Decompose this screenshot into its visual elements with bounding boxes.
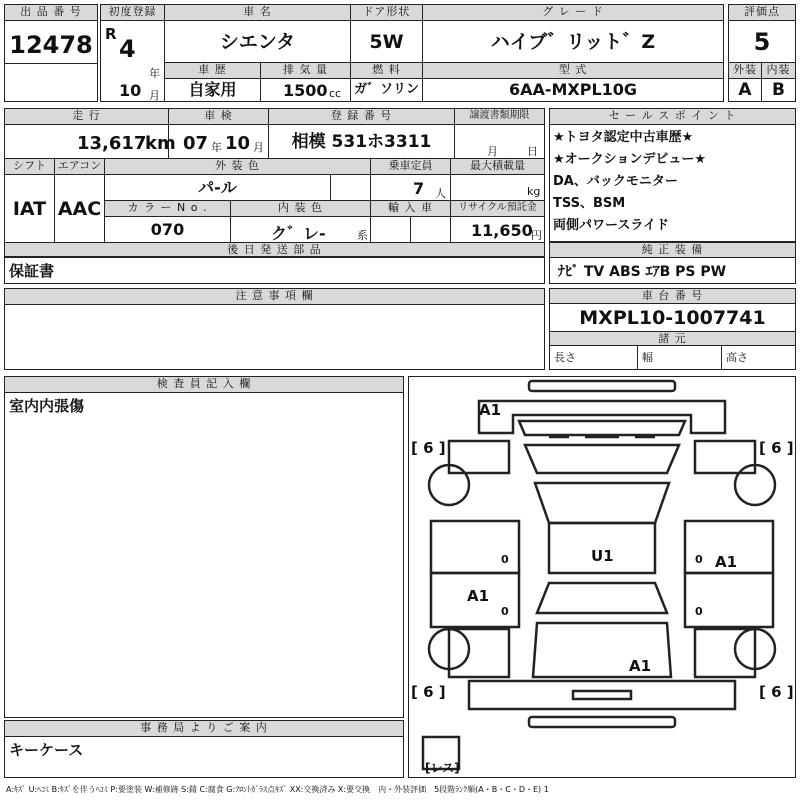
- inspector-box: [4, 376, 404, 718]
- capacity: 7: [413, 179, 425, 198]
- transfer-label: 譲渡書類期限: [455, 109, 544, 125]
- transfer-month-unit: 月: [487, 145, 498, 158]
- office-box: [4, 720, 404, 778]
- chassis-label: 車 台 番 号: [550, 289, 795, 304]
- mark-left-door: A1: [467, 587, 490, 605]
- sales-point-1: ★トヨタ認定中古車歴★: [553, 130, 694, 145]
- transfer-cell: [455, 125, 544, 159]
- import-label: 輸 入 車: [371, 201, 451, 217]
- recycle-unit: 円: [531, 229, 542, 242]
- era: R: [105, 25, 117, 43]
- model: 6AA-MXPL10G: [508, 80, 638, 99]
- equipment-value: ﾅﾋﾞ TV ABS ｴｱB PS PW: [558, 264, 727, 280]
- lot-label: 出 品 番 号: [5, 5, 97, 21]
- inspector-text: 室内内張傷: [9, 397, 85, 415]
- score: 5: [729, 21, 795, 63]
- first-reg-cell: [101, 21, 165, 101]
- height-label: 高さ: [726, 351, 748, 364]
- tire-rr: [ 6 ]: [759, 683, 794, 701]
- lot-box: [4, 4, 98, 102]
- score-box: [728, 4, 796, 102]
- car-diagram: [409, 377, 795, 777]
- reg-year-unit: 年: [149, 67, 160, 80]
- ac-label: エアコン: [55, 159, 105, 175]
- plate-label: 登 録 番 号: [269, 109, 455, 125]
- load-label: 最大積載量: [451, 159, 544, 175]
- ext-color-blank: [331, 175, 371, 201]
- mileage: 13,617: [77, 133, 147, 154]
- mileage-unit: km: [145, 133, 176, 154]
- displacement: 1500: [283, 81, 328, 100]
- zero-right: 0: [695, 553, 703, 566]
- first-reg-label: 初度登録: [101, 5, 165, 21]
- int-color: ク゛レ-: [271, 224, 326, 243]
- inspection-month-unit: 月: [253, 141, 264, 154]
- lot-number: 12478: [9, 31, 93, 59]
- notes-label: 注 意 事 項 欄: [5, 289, 544, 305]
- tire-fr: [ 6 ]: [759, 439, 794, 457]
- tire-fl: [ 6 ]: [411, 439, 446, 457]
- exterior-grade: A: [729, 79, 762, 101]
- chassis-box: [549, 288, 796, 370]
- load-unit: kg: [527, 185, 541, 198]
- color-no-label: カ ラ ー N o .: [105, 201, 231, 217]
- plate-number: 相模 531ホ3311: [269, 125, 455, 159]
- displacement-unit: cc: [329, 87, 342, 100]
- load-cell: [451, 175, 544, 201]
- interior-label: 内装: [762, 63, 795, 79]
- import-cell-2: [411, 217, 451, 243]
- chassis-number: MXPL10-1007741: [550, 304, 795, 332]
- sales-point-3: DA、バックモニター: [553, 174, 678, 189]
- inspector-label: 検 査 員 記 入 欄: [5, 377, 403, 393]
- exterior-label: 外装: [729, 63, 762, 79]
- notes-box: [4, 288, 545, 370]
- office-text: キーケース: [9, 741, 84, 759]
- car-name-label: 車 名: [165, 5, 351, 21]
- mark-rear: A1: [629, 657, 652, 675]
- recycle-amount: 11,650: [471, 221, 533, 240]
- sales-points-box: [549, 108, 796, 242]
- mark-roof: U1: [591, 547, 614, 565]
- grade-label: グ レ ー ド: [423, 5, 723, 21]
- car-diagram-box: [408, 376, 796, 778]
- sales-points-label: セ ー ル ス ポ イ ン ト: [550, 109, 795, 125]
- width-label: 幅: [638, 346, 722, 369]
- inspection-month: 10: [225, 133, 251, 154]
- recycle-cell: [451, 217, 544, 243]
- fuel: ガ゛ソリン: [351, 79, 423, 101]
- details-box: [4, 108, 545, 258]
- sales-point-2: ★オークションデビュー★: [553, 152, 707, 167]
- mark-front-bumper: A1: [479, 401, 502, 419]
- mark-right-door: A1: [715, 553, 738, 571]
- import-cell-1: [371, 217, 411, 243]
- reg-year: 4: [119, 35, 136, 63]
- later-parts-value: 保証書: [9, 262, 55, 280]
- displacement-label: 排 気 量: [261, 63, 351, 79]
- ac: AAC: [55, 175, 105, 243]
- main-header-box: [100, 4, 724, 102]
- sales-point-4: TSS、BSM: [553, 196, 626, 211]
- zero-left-2: 0: [501, 605, 509, 618]
- model-label: 型 式: [423, 63, 723, 79]
- later-parts-label: 後 日 発 送 部 品: [5, 243, 544, 257]
- capacity-unit: 人: [435, 187, 446, 200]
- fuel-label: 燃 料: [351, 63, 423, 79]
- office-label: 事 務 局 よ り ご 案 内: [5, 721, 403, 737]
- transfer-day-unit: 日: [527, 145, 538, 158]
- inspection-label: 車 検: [169, 109, 269, 125]
- door-type: 5W: [351, 21, 423, 63]
- displacement-cell: [261, 79, 351, 101]
- car-name: シエンタ: [165, 21, 351, 63]
- shift: IAT: [5, 175, 55, 243]
- sales-point-5: 両側パワースライド: [553, 218, 669, 233]
- color-no: 070: [105, 217, 231, 243]
- reg-month: 10: [119, 81, 142, 100]
- ext-color-label: 外 装 色: [105, 159, 371, 175]
- inspection-year: 07: [183, 133, 209, 154]
- history: 自家用: [165, 79, 261, 101]
- mileage-label: 走 行: [5, 109, 169, 125]
- length-label: 長さ: [550, 346, 638, 369]
- equipment-label: 純 正 装 備: [550, 243, 795, 258]
- zero-right-2: 0: [695, 605, 703, 618]
- history-label: 車 歴: [165, 63, 261, 79]
- door-label: ドア形状: [351, 5, 423, 21]
- int-color-cell: [231, 217, 371, 243]
- inspection-year-unit: 年: [211, 141, 222, 154]
- ext-color: パ-ル: [105, 175, 331, 201]
- equipment-box: [549, 242, 796, 284]
- recycle-label: リサイクル預託金: [451, 201, 544, 217]
- spare-tire-label: [レス]: [425, 761, 460, 775]
- shift-label: シフト: [5, 159, 55, 175]
- later-parts-box: [4, 257, 545, 284]
- grade: ハイブ゛リット゛Z: [423, 21, 723, 63]
- interior-grade: B: [772, 80, 785, 100]
- specs-label: 諸 元: [550, 332, 795, 346]
- mileage-cell: [5, 125, 176, 159]
- inspection-cell: [169, 125, 269, 159]
- capacity-label: 乗車定員: [371, 159, 451, 175]
- lot-blank: [5, 63, 97, 101]
- legend: A:ｷｽﾞ U:ﾍｺﾐ B:ｷｽﾞを伴うﾍｺﾐ P:要塗装 W:補修跡 S:錆 C:腐食 G:ﾌﾛﾝﾄｶﾞﾗｽ点ｷｽﾞ XX:交換済み X:要交換 内・外装評価 5段階ﾗﾝｸ順(A・B・C・D・E) 1: [6, 785, 549, 794]
- tire-rl: [ 6 ]: [411, 683, 446, 701]
- score-label: 評価点: [729, 5, 795, 21]
- int-color-label: 内 装 色: [231, 201, 371, 217]
- int-color-suffix: 系: [357, 229, 368, 242]
- zero-left: 0: [501, 553, 509, 566]
- capacity-cell: [371, 175, 451, 201]
- reg-month-unit: 月: [149, 89, 160, 102]
